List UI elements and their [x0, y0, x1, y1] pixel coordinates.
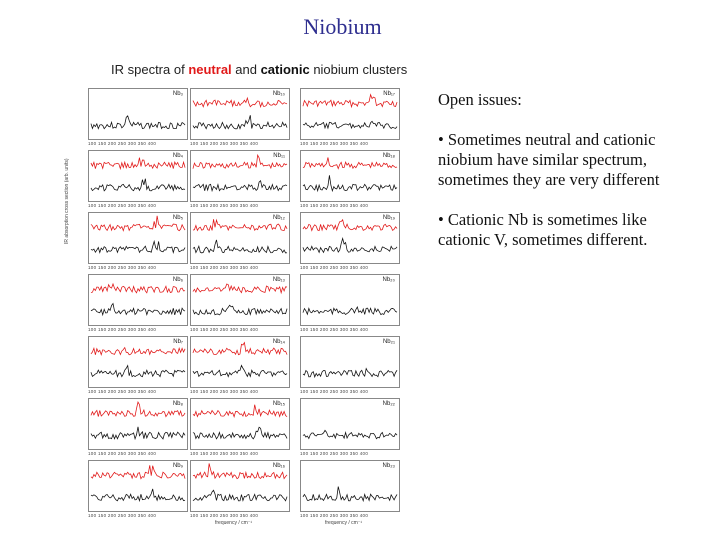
cationic-trace	[193, 305, 287, 315]
x-tick-labels: 100 150 200 250 300 350 400	[190, 451, 259, 456]
cluster-label: Nb₄	[172, 153, 183, 159]
spectrum-panel	[190, 336, 290, 388]
caption-cationic: cationic	[260, 62, 310, 77]
y-axis-label: IR absorption cross section (arb. units)	[64, 158, 70, 244]
spectrum-panel	[88, 212, 188, 264]
cationic-trace	[303, 238, 397, 252]
spectrum-panel	[300, 398, 400, 450]
cationic-trace	[193, 365, 287, 376]
spectrum-panel	[300, 460, 400, 512]
cluster-label: Nb₁₄	[272, 339, 285, 345]
x-tick-labels: 100 150 200 250 300 350 400	[190, 513, 259, 518]
cationic-trace	[193, 427, 287, 439]
cluster-label: Nb₈	[172, 401, 183, 407]
neutral-trace	[303, 157, 397, 168]
cluster-label: Nb₁₀	[272, 91, 285, 97]
neutral-trace	[193, 98, 287, 107]
x-tick-labels: 100 150 200 250 300 350 400	[88, 327, 157, 332]
cluster-label: Nb₁₂	[272, 215, 285, 221]
x-axis-label: frequency / cm⁻¹	[325, 520, 363, 526]
caption-mid: and	[231, 62, 261, 77]
cationic-trace	[303, 430, 397, 438]
caption-neutral: neutral	[188, 62, 232, 77]
neutral-trace	[91, 402, 185, 417]
cationic-trace	[91, 241, 185, 252]
cluster-label: Nb₁₃	[272, 277, 285, 283]
x-tick-labels: 100 150 200 250 300 350 400	[88, 513, 157, 518]
notes-bullet-1: • Sometimes neutral and cationic niobium have similar spectrum, sometimes they are very different	[438, 130, 660, 189]
cationic-trace	[91, 179, 185, 191]
x-tick-labels: 100 150 200 250 300 350 400	[190, 265, 259, 270]
x-axis-label: frequency / cm⁻¹	[215, 520, 253, 526]
spectrum-panel	[88, 274, 188, 326]
spectrum-panel	[88, 460, 188, 512]
cluster-label: Nb₁₆	[272, 463, 285, 469]
cluster-label: Nb₂₁	[382, 339, 395, 345]
caption-prefix: IR spectra of	[111, 62, 189, 77]
x-tick-labels: 100 150 200 250 300 350 400	[300, 203, 369, 208]
spectrum-panel	[88, 336, 188, 388]
cationic-trace	[303, 487, 397, 501]
caption-suffix: niobium clusters	[309, 62, 408, 77]
x-tick-labels: 100 150 200 250 300 350 400	[88, 265, 157, 270]
notes-panel	[438, 90, 698, 270]
cluster-label: Nb₃	[172, 91, 183, 97]
cationic-trace	[303, 369, 397, 377]
cluster-label: Nb₉	[172, 463, 183, 469]
notes-heading: Open issues:	[438, 90, 522, 109]
cationic-trace	[91, 116, 185, 129]
x-tick-labels: 100 150 200 250 300 350 400	[88, 451, 157, 456]
cluster-label: Nb₅	[172, 215, 183, 221]
cluster-label: Nb₁₉	[382, 215, 395, 221]
cationic-trace	[91, 304, 185, 315]
neutral-trace	[303, 220, 397, 231]
cationic-trace	[91, 366, 185, 377]
spectrum-panel	[88, 398, 188, 450]
x-tick-labels: 100 150 200 250 300 350 400	[88, 389, 157, 394]
neutral-trace	[193, 284, 287, 293]
spectrum-panel	[190, 212, 290, 264]
cationic-trace	[193, 240, 287, 253]
neutral-trace	[91, 465, 185, 478]
cationic-trace	[91, 489, 185, 501]
x-tick-labels: 100 150 200 250 300 350 400	[300, 327, 369, 332]
x-tick-labels: 100 150 200 250 300 350 400	[88, 141, 157, 146]
cluster-label: Nb₁₇	[383, 91, 395, 97]
spectrum-panel	[88, 88, 188, 140]
spectrum-panel	[300, 150, 400, 202]
x-tick-labels: 100 150 200 250 300 350 400	[190, 327, 259, 332]
cluster-label: Nb₂₀	[382, 277, 395, 283]
neutral-trace	[91, 348, 185, 355]
spectrum-panel	[300, 88, 400, 140]
cluster-label: Nb₂₃	[382, 463, 395, 469]
cluster-label: Nb₆	[172, 277, 183, 283]
spectrum-panel	[300, 336, 400, 388]
cluster-label: Nb₁₅	[272, 401, 285, 407]
x-tick-labels: 100 150 200 250 300 350 400	[300, 513, 369, 518]
cluster-label: Nb₂₂	[382, 401, 395, 407]
cationic-trace	[303, 121, 397, 128]
x-tick-labels: 100 150 200 250 300 350 400	[300, 451, 369, 456]
figure-caption	[111, 62, 407, 77]
slide-title: Niobium	[303, 14, 382, 39]
spectrum-panel	[190, 460, 290, 512]
spectrum-panel	[300, 274, 400, 326]
x-tick-labels: 100 150 200 250 300 350 400	[300, 141, 369, 146]
cationic-trace	[193, 115, 287, 129]
cluster-label: Nb₇	[173, 339, 183, 345]
x-tick-labels: 100 150 200 250 300 350 400	[300, 265, 369, 270]
spectrum-panel	[300, 212, 400, 264]
x-tick-labels: 100 150 200 250 300 350 400	[300, 389, 369, 394]
spectra-figure	[64, 84, 410, 530]
spectrum-panel	[190, 150, 290, 202]
cationic-trace	[91, 427, 185, 439]
spectrum-panel	[190, 398, 290, 450]
x-tick-labels: 100 150 200 250 300 350 400	[190, 203, 259, 208]
cationic-trace	[303, 307, 397, 315]
neutral-trace	[91, 216, 185, 231]
x-tick-labels: 100 150 200 250 300 350 400	[190, 389, 259, 394]
cationic-trace	[193, 490, 287, 501]
x-tick-labels: 100 150 200 250 300 350 400	[88, 203, 157, 208]
spectrum-panel	[190, 274, 290, 326]
cluster-label: Nb₁₈	[382, 153, 395, 159]
spectrum-panel	[88, 150, 188, 202]
spectrum-panel	[190, 88, 290, 140]
cationic-trace	[193, 181, 287, 191]
neutral-trace	[91, 284, 185, 293]
cluster-label: Nb₁₁	[273, 153, 285, 159]
cationic-trace	[303, 175, 397, 190]
notes-bullet-2: • Cationic Nb is sometimes like cationic V, sometimes different.	[438, 210, 648, 249]
x-tick-labels: 100 150 200 250 300 350 400	[190, 141, 259, 146]
neutral-trace	[91, 158, 185, 169]
